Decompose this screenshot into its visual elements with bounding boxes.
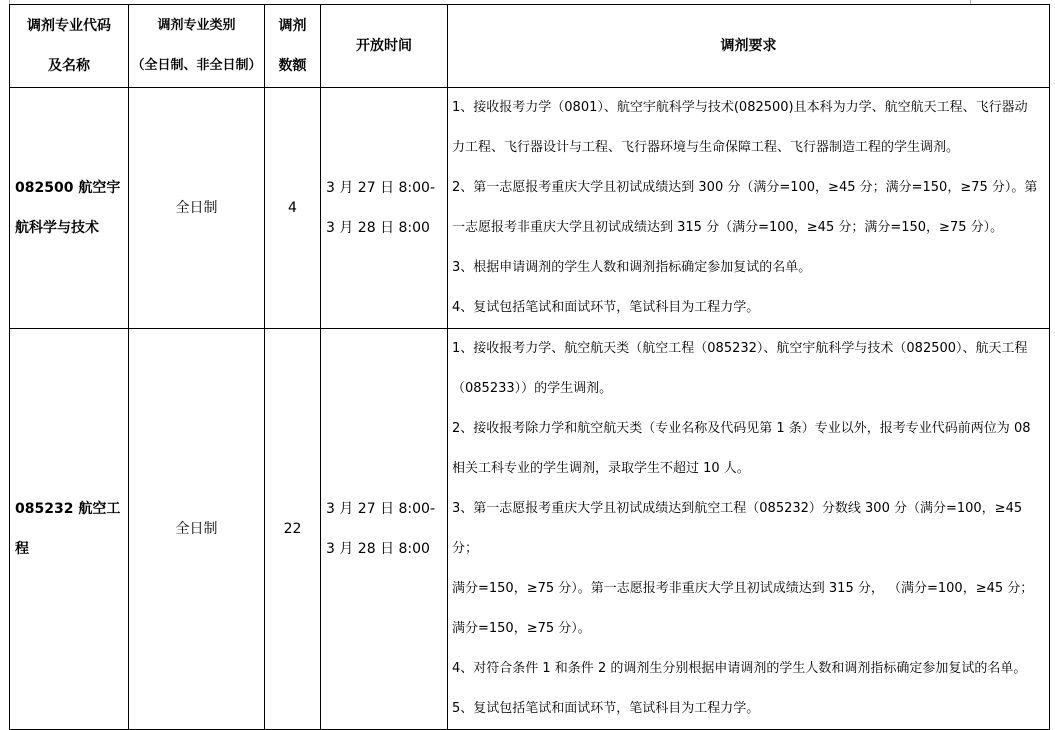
requirement-line: 2、第一志愿报考重庆大学且初试成绩达到 300 分（满分=100，≥45 分；满分=150，≥75 分）。第 (452, 180, 1038, 195)
requirement-line: 相关工科专业的学生调剂，录取学生不超过 10 人。 (452, 461, 750, 476)
table-row (10, 88, 1050, 329)
major-name-line: 航科学与技术 (15, 220, 99, 236)
table-row (10, 329, 1050, 730)
requirement-line: 满分=150，≥75 分）。 (452, 621, 591, 636)
header-open-time (321, 5, 448, 88)
header-line: 调剂 (278, 18, 307, 34)
adjustment-table (9, 4, 1050, 730)
open-time-line: 3 月 28 日 8:00 (326, 541, 430, 557)
requirement-line: 力工程、飞行器设计与工程、飞行器环境与生命保障工程、飞行器制造工程的学生调剂。 (452, 140, 960, 155)
header-line: 数额 (278, 58, 307, 74)
requirements-cell (448, 88, 1050, 329)
requirement-line: 5、复试包括笔试和面试环节，笔试科目为工程力学。 (452, 701, 760, 716)
header-quota (265, 5, 321, 88)
requirement-line: 1、接收报考力学（0801）、航空宇航科学与技术(082500)且本科为力学、航空航天工程、飞行器动 (452, 100, 1028, 115)
open-time-line: 3 月 27 日 8:00- (326, 180, 436, 196)
header-line: 及名称 (48, 58, 90, 74)
requirement-line: 4、复试包括笔试和面试环节，笔试科目为工程力学。 (452, 300, 760, 315)
requirement-line: 3、根据申请调剂的学生人数和调剂指标确定参加复试的名单。 (452, 260, 812, 275)
major-code-name-cell (10, 88, 129, 329)
open-time-line: 3 月 28 日 8:00 (326, 220, 430, 236)
major-name-line: 082500 航空宇 (15, 180, 121, 196)
requirement-line: 3、第一志愿报考重庆大学且初试成绩达到航空工程（085232）分数线 300 分（满分=100，≥45 分； (452, 501, 1023, 556)
header-line: 调剂专业代码 (27, 18, 111, 34)
requirement-line: （085233））的学生调剂。 (452, 381, 613, 396)
major-name-line: 085232 航空工 (15, 501, 121, 517)
quota-cell: 4 (265, 88, 321, 329)
quota-cell: 22 (265, 329, 321, 730)
header-requirements (448, 5, 1050, 88)
open-time-line: 3 月 27 日 8:00- (326, 501, 436, 517)
header-row (10, 5, 1050, 88)
header-line: （全日制、非全日制） (131, 58, 262, 73)
header-line: 开放时间 (356, 38, 412, 54)
header-major-code-name (10, 5, 129, 88)
open-time-cell (321, 88, 448, 329)
major-type-cell: 全日制 (129, 329, 265, 730)
requirement-line: 满分=150，≥75 分）。第一志愿报考非重庆大学且初试成绩达到 315 分， （满分=100，≥45 分； (452, 581, 1034, 596)
major-type-cell: 全日制 (129, 88, 265, 329)
requirement-line: 2、接收报考除力学和航空航天类（专业名称及代码见第 1 条）专业以外，报考专业代码前两位为 08 (452, 421, 1031, 436)
open-time-cell (321, 329, 448, 730)
major-code-name-cell (10, 329, 129, 730)
requirement-line: 1、接收报考力学、航空航天类（航空工程（085232）、航空宇航科学与技术（082500）、航天工程 (452, 341, 1028, 356)
header-line: 调剂要求 (720, 38, 777, 54)
requirement-line: 一志愿报考非重庆大学且初试成绩达到 315 分（满分=100，≥45 分；满分=150，≥75 分）。 (452, 220, 1004, 235)
header-line: 调剂专业类别 (157, 18, 236, 33)
header-major-type (129, 5, 265, 88)
major-name-line: 程 (15, 541, 29, 557)
requirement-line: 4、对符合条件 1 和条件 2 的调剂生分别根据申请调剂的学生人数和调剂指标确定参加复试的名单。 (452, 661, 1027, 676)
requirements-cell (448, 329, 1050, 730)
